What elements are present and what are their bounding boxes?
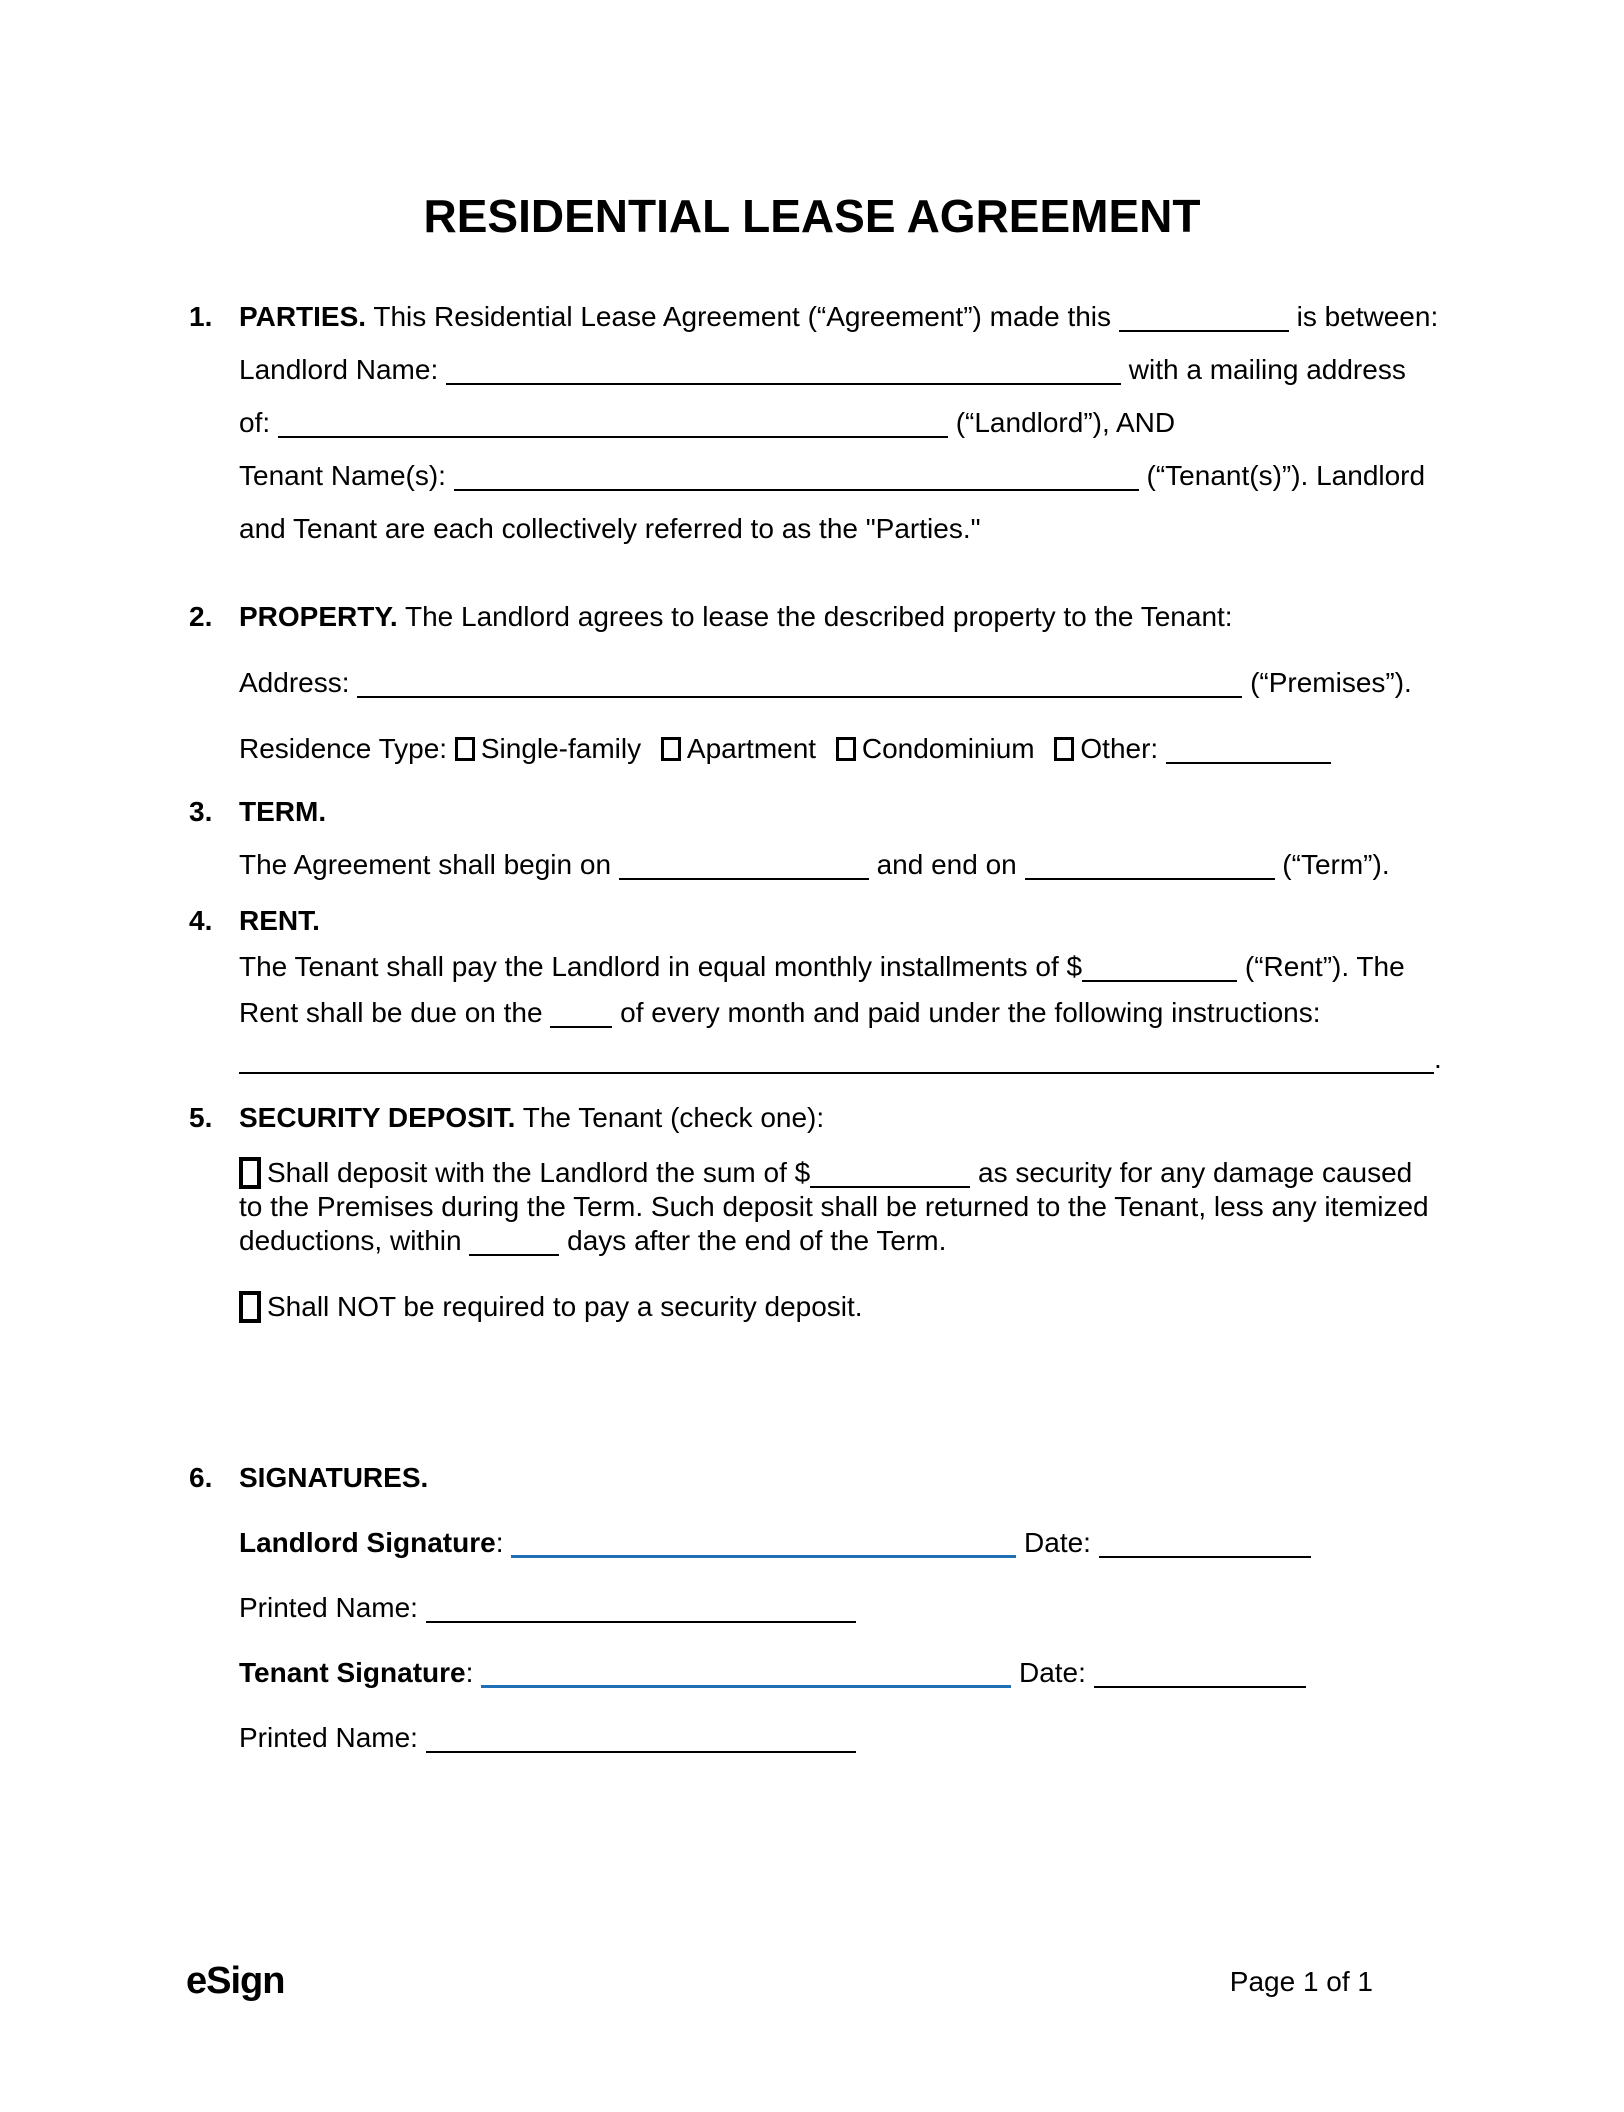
- signatures-heading-line: [189, 1451, 1449, 1504]
- property-heading-rest: The Landlord agrees to lease the described property to the Tenant:: [404, 601, 1233, 632]
- term-heading: TERM.: [239, 796, 327, 827]
- no-deposit-checkbox[interactable]: [239, 1291, 261, 1323]
- deposit-amount-blank[interactable]: [810, 1158, 970, 1188]
- parties-line-4: [239, 449, 1449, 502]
- tenant-signature-colon: :: [465, 1657, 474, 1688]
- premises-suffix: (“Premises”).: [1250, 667, 1412, 698]
- deposit-heading: SECURITY DEPOSIT.: [239, 1102, 516, 1133]
- rent-text-1b: (“Rent”). The: [1244, 951, 1405, 982]
- tenant-signature-label: Tenant Signature: [239, 1657, 466, 1688]
- single-family-label: Single-family: [480, 733, 642, 764]
- page-number: Page 1 of 1: [1229, 1966, 1373, 1997]
- deposit-option1-line-1: [239, 1156, 1449, 1190]
- other-label: Other:: [1080, 733, 1159, 764]
- esign-logo: eSign: [186, 1960, 285, 2002]
- section-term: [189, 785, 1449, 891]
- address-label: Address:: [239, 667, 350, 698]
- residence-type-line: [239, 722, 1449, 775]
- parties-line-2: [239, 343, 1449, 396]
- rent-heading: RENT.: [239, 905, 320, 936]
- section-number-deposit: 5.: [189, 1102, 213, 1133]
- parties-heading: PARTIES.: [239, 301, 367, 332]
- landlord-signature-colon: :: [495, 1527, 504, 1558]
- deposit-option1-line-3: [239, 1224, 1449, 1258]
- deposit-heading-rest: The Tenant (check one):: [522, 1102, 825, 1133]
- parties-text-1b: is between:: [1296, 301, 1439, 332]
- no-deposit-label: Shall NOT be required to pay a security deposit.: [267, 1291, 863, 1322]
- condominium-label: Condominium: [861, 733, 1035, 764]
- parties-text-5: and Tenant are each collectively referred to as the "Parties.": [239, 513, 981, 544]
- parties-text-3b: (“Landlord”), AND: [955, 407, 1176, 438]
- tenant-names-label: Tenant Name(s):: [239, 460, 446, 491]
- parties-line-3: [239, 396, 1449, 449]
- landlord-printed-name-label: Printed Name:: [239, 1592, 418, 1623]
- single-family-checkbox[interactable]: [455, 737, 475, 761]
- section-number-property: 2.: [189, 601, 213, 632]
- deposit-option1-line-2: [239, 1190, 1449, 1224]
- other-residence-blank[interactable]: [1166, 734, 1331, 764]
- section-security-deposit: [189, 1091, 1449, 1324]
- payment-instructions-blank[interactable]: [239, 1044, 1434, 1074]
- premises-address-blank[interactable]: [357, 668, 1242, 698]
- section-rent: [189, 898, 1449, 1082]
- property-heading-line: [189, 590, 1449, 643]
- rent-text-1a: The Tenant shall pay the Landlord in equal monthly installments of $: [239, 951, 1083, 982]
- section-signatures: [189, 1451, 1449, 1764]
- rent-text-2b: of every month and paid under the following instructions:: [620, 997, 1321, 1028]
- tenant-signature-line-row: [239, 1646, 1449, 1699]
- section-number-term: 3.: [189, 796, 213, 827]
- term-line: [239, 838, 1449, 891]
- landlord-address-label: of:: [239, 407, 271, 438]
- parties-text-2b: with a mailing address: [1128, 354, 1406, 385]
- term-text-a: The Agreement shall begin on: [239, 849, 612, 880]
- rent-line-2: [239, 990, 1449, 1036]
- term-end-blank[interactable]: [1025, 850, 1275, 880]
- document-title: RESIDENTIAL LEASE AGREEMENT: [423, 190, 1201, 242]
- landlord-printed-name-blank[interactable]: [426, 1593, 856, 1623]
- landlord-name-blank[interactable]: [446, 355, 1121, 385]
- landlord-signature-line-row: [239, 1516, 1449, 1569]
- tenant-date-label: Date:: [1018, 1657, 1086, 1688]
- parties-text-4b: (“Tenant(s)”). Landlord: [1146, 460, 1426, 491]
- section-property: [189, 590, 1449, 775]
- term-text-c: (“Term”).: [1282, 849, 1390, 880]
- landlord-address-blank[interactable]: [278, 408, 948, 438]
- landlord-printed-name-row: [239, 1581, 1449, 1634]
- property-heading: PROPERTY.: [239, 601, 398, 632]
- tenant-printed-name-label: Printed Name:: [239, 1722, 418, 1753]
- parties-line-1: [189, 290, 1449, 343]
- tenant-printed-name-row: [239, 1711, 1449, 1764]
- residence-type-label: Residence Type:: [239, 733, 448, 764]
- deposit-return-days-blank[interactable]: [469, 1226, 559, 1256]
- deposit-text-3b: days after the end of the Term.: [567, 1225, 947, 1256]
- section-parties: [189, 290, 1449, 555]
- deposit-text-1a: Shall deposit with the Landlord the sum of $: [267, 1157, 811, 1188]
- section-number-signatures: 6.: [189, 1462, 213, 1493]
- term-heading-line: [189, 785, 1449, 838]
- deposit-text-3a: deductions, within: [239, 1225, 462, 1256]
- deposit-text-1b: as security for any damage caused: [978, 1157, 1413, 1188]
- landlord-signature-label: Landlord Signature: [239, 1527, 496, 1558]
- deposit-required-checkbox[interactable]: [239, 1157, 261, 1189]
- tenant-printed-name-blank[interactable]: [426, 1723, 856, 1753]
- apartment-label: Apartment: [686, 733, 817, 764]
- landlord-signature-date-blank[interactable]: [1099, 1528, 1311, 1558]
- section-number-rent: 4.: [189, 905, 213, 936]
- parties-text-1a: This Residential Lease Agreement (“Agreement”) made this: [373, 301, 1112, 332]
- landlord-signature-line[interactable]: [511, 1528, 1016, 1558]
- tenant-signature-line[interactable]: [481, 1658, 1011, 1688]
- deposit-heading-line: [189, 1091, 1449, 1144]
- landlord-date-label: Date:: [1024, 1527, 1091, 1558]
- tenant-names-blank[interactable]: [454, 461, 1139, 491]
- rent-line-3: [239, 1036, 1449, 1082]
- rent-text-2a: Rent shall be due on the: [239, 997, 543, 1028]
- section-number-parties: 1.: [189, 301, 213, 332]
- signatures-heading: SIGNATURES.: [239, 1462, 429, 1493]
- property-address-line: [239, 656, 1449, 709]
- deposit-option2-line: [239, 1290, 1449, 1324]
- agreement-date-blank[interactable]: [1119, 302, 1289, 332]
- deposit-text-2: to the Premises during the Term. Such deposit shall be returned to the Tenant, less any itemized: [239, 1191, 1429, 1222]
- rent-line-1: [239, 944, 1449, 990]
- condominium-checkbox[interactable]: [836, 737, 856, 761]
- rent-amount-blank[interactable]: [1082, 952, 1237, 982]
- other-checkbox[interactable]: [1054, 737, 1074, 761]
- term-start-blank[interactable]: [619, 850, 869, 880]
- parties-line-5: [239, 502, 1449, 555]
- rent-text-3-period: .: [1434, 1043, 1442, 1074]
- rent-heading-line: [189, 898, 1449, 944]
- landlord-name-label: Landlord Name:: [239, 354, 439, 385]
- term-text-b: and end on: [876, 849, 1017, 880]
- tenant-signature-date-blank[interactable]: [1094, 1658, 1306, 1688]
- apartment-checkbox[interactable]: [661, 737, 681, 761]
- rent-due-day-blank[interactable]: [550, 998, 612, 1028]
